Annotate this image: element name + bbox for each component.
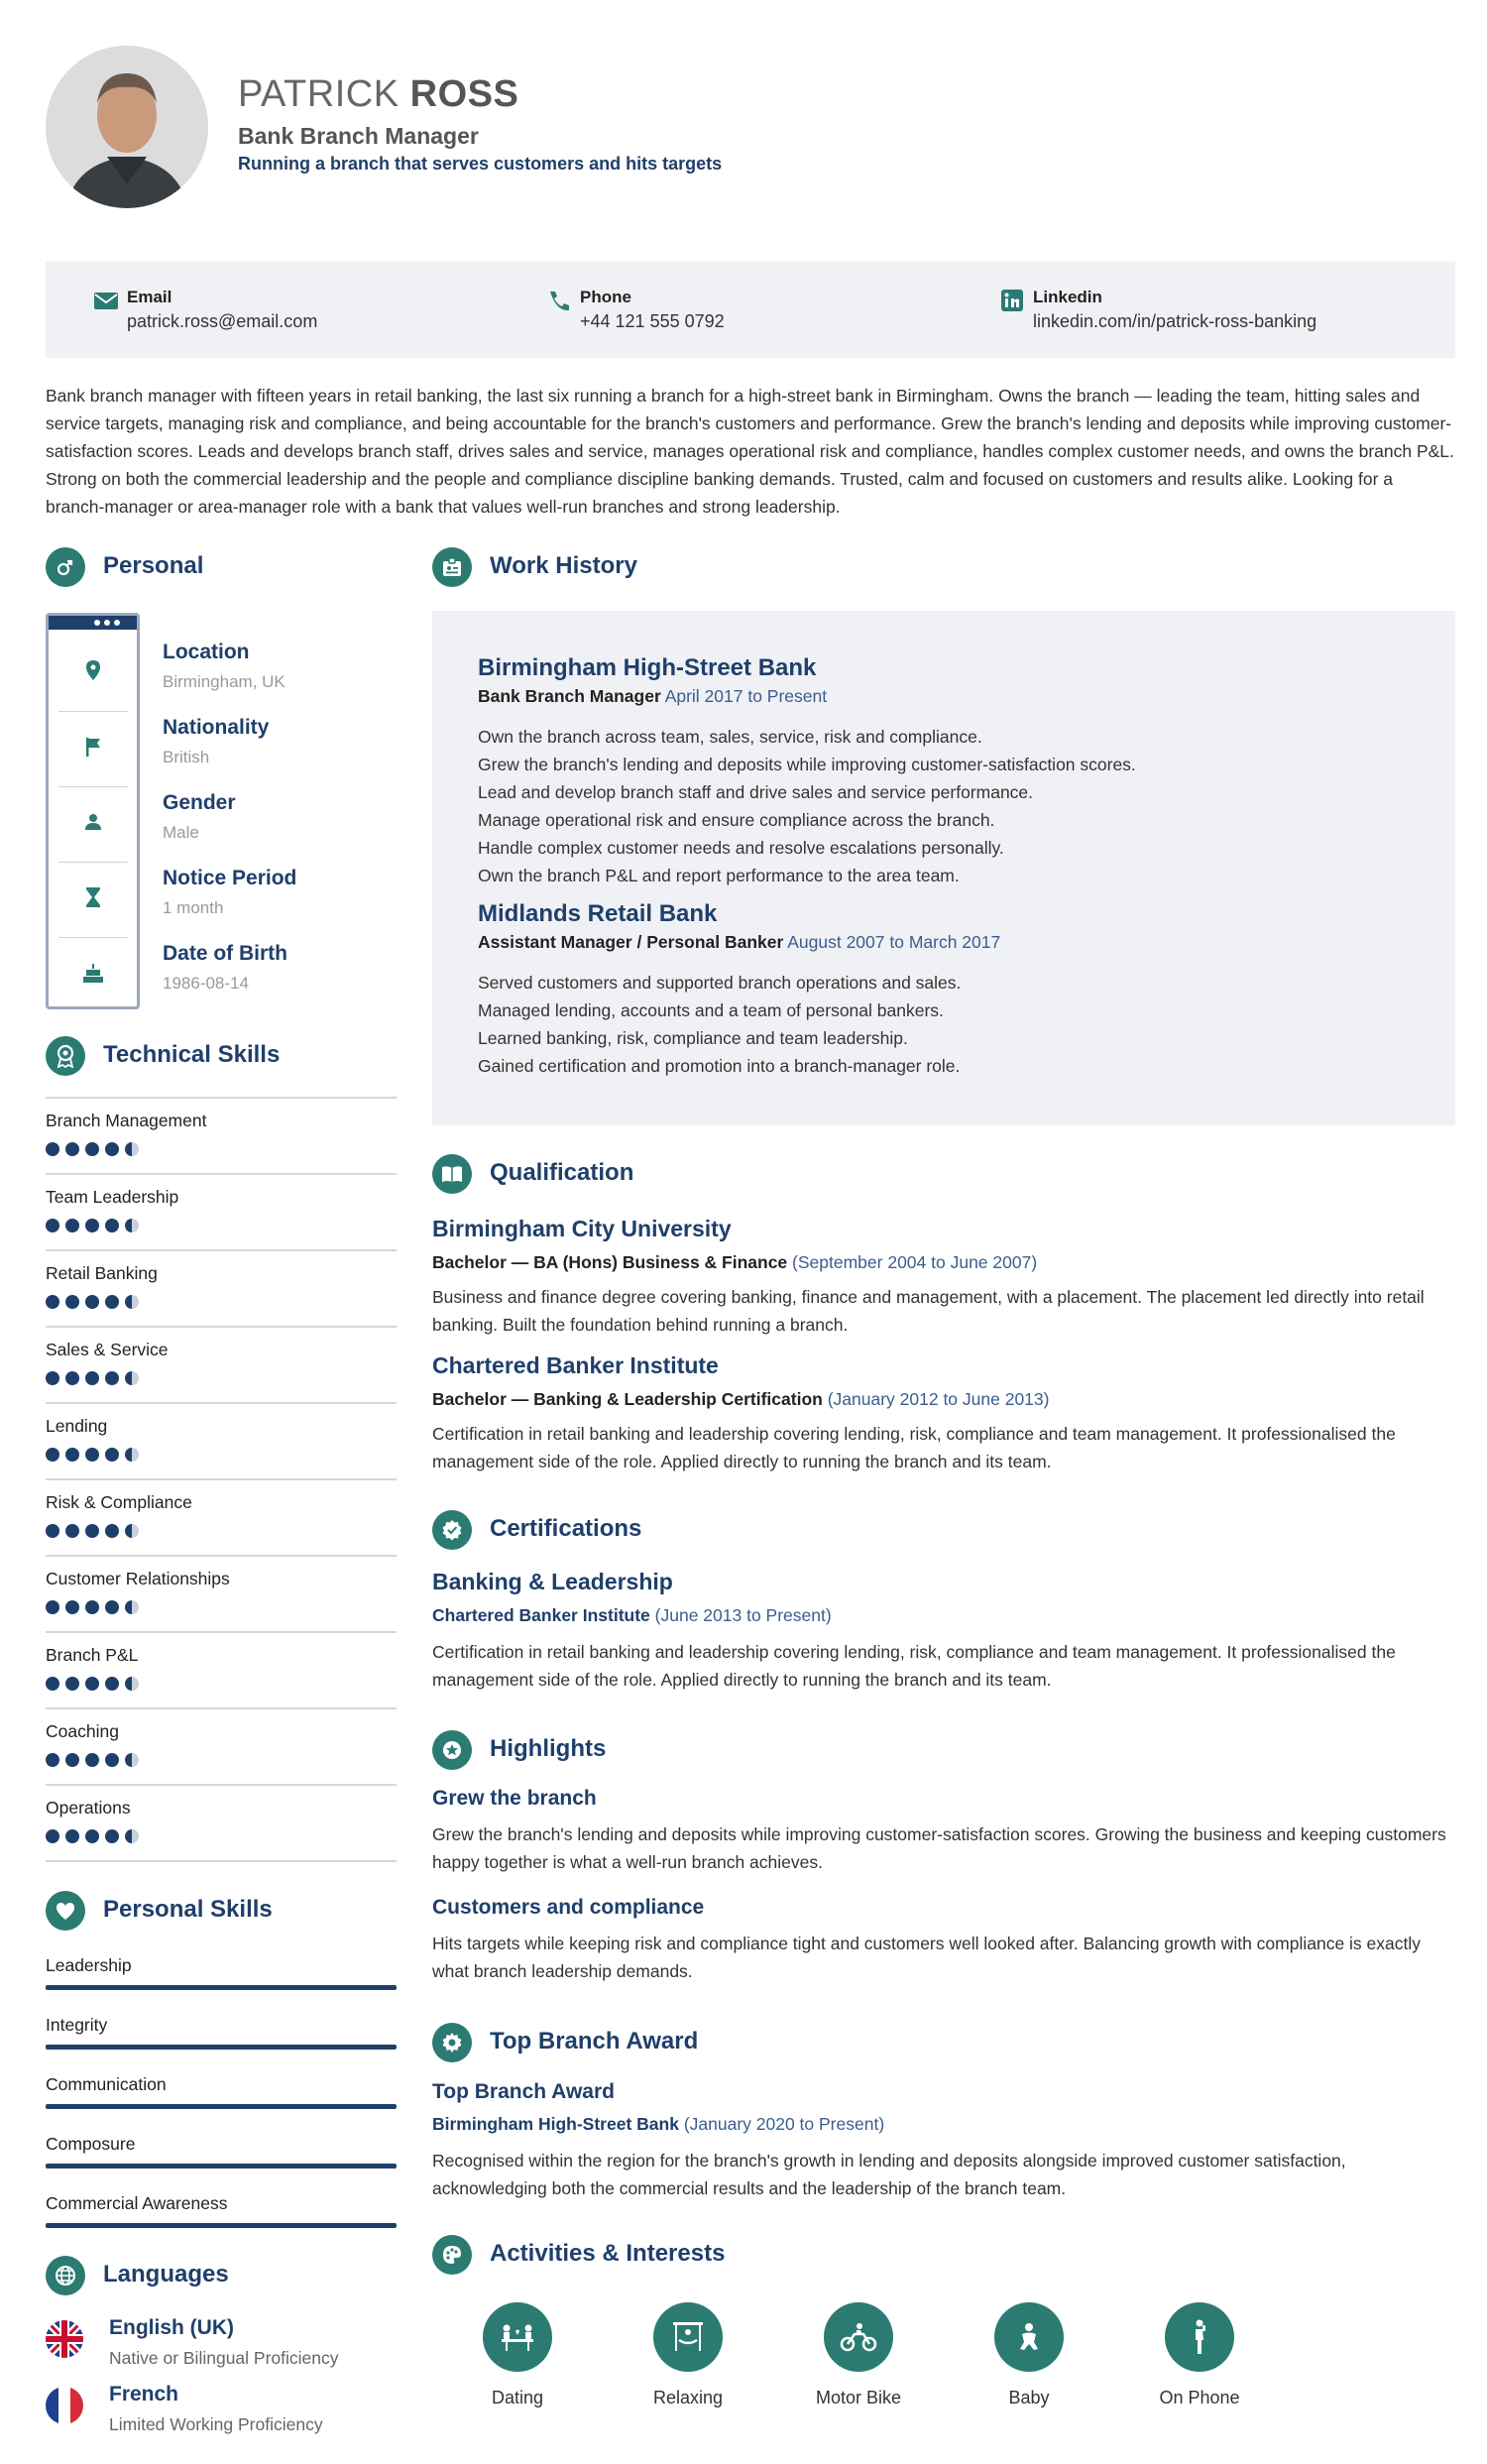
technical-skill: [46, 1555, 397, 1631]
baby-icon: [994, 2302, 1064, 2372]
skill-name: Customer Relationships: [46, 1569, 230, 1588]
interest-item: [799, 2302, 918, 2411]
award-dates: (January 2020 to Present): [683, 2114, 885, 2134]
contact-bar: [46, 262, 1455, 358]
section-title: Languages: [103, 2261, 229, 2288]
technical-skill: [46, 1326, 397, 1402]
certification-description: Certification in retail banking and leadership covering lending, risk, compliance and team management. It professionalised the management side of the role. Applied directly to running the branch and its team.: [432, 1642, 1396, 1690]
verified-badge-icon: [432, 1510, 472, 1550]
section-title: Activities & Interests: [490, 2240, 726, 2267]
cake-icon: [58, 937, 128, 1006]
interest-item: [970, 2302, 1088, 2411]
id-badge-icon: [432, 547, 472, 587]
company-name: Midlands Retail Bank: [478, 900, 718, 927]
candidate-name: PATRICK ROSS: [238, 73, 519, 115]
degree-dates: (January 2012 to June 2013): [827, 1389, 1050, 1409]
personal-skill: [46, 2134, 397, 2193]
linkedin-icon: [999, 290, 1025, 311]
highlight-description: Grew the branch's lending and deposits while improving customer-satisfaction scores. Growing the business and keeping customers happy together is what a well-run branch achieves.: [432, 1824, 1446, 1872]
skill-name: Team Leadership: [46, 1187, 179, 1207]
technical-skill: [46, 1478, 397, 1555]
list-item: Gained certification and promotion into a branch-manager role.: [478, 1056, 961, 1076]
heart-icon: [46, 1891, 85, 1931]
list-item: Managed lending, accounts and a team of personal bankers.: [478, 1000, 944, 1020]
list-item: Grew the branch's lending and deposits while improving customer-satisfaction scores.: [478, 755, 1136, 774]
globe-icon: [46, 2256, 85, 2295]
technical-skill: [46, 1631, 397, 1707]
role-line: [478, 932, 1430, 953]
institution-name: Chartered Banker Institute: [432, 1352, 719, 1378]
tagline: Running a branch that serves customers and hits targets: [238, 154, 723, 174]
profile-photo: [46, 46, 208, 208]
skill-rating: [46, 1371, 139, 1385]
personal-notice-value: 1 month: [163, 898, 224, 917]
france-flag-icon: [46, 2387, 83, 2424]
award-description: Recognised within the region for the branch's growth in lending and deposits alongside improved customer satisfaction, acknowledging both the commercial results and the leadership of the branch team.: [432, 2151, 1346, 2198]
company-name: Birmingham High-Street Bank: [478, 654, 817, 681]
hourglass-icon: [58, 862, 128, 931]
skill-rating: [46, 1829, 139, 1843]
skill-name: Commercial Awareness: [46, 2193, 228, 2213]
award-entry: [432, 2080, 1455, 2202]
skill-name: Composure: [46, 2134, 136, 2154]
list-item: Learned banking, risk, compliance and team leadership.: [478, 1028, 908, 1048]
qualification-entry: [432, 1216, 1455, 1339]
interest-item: [458, 2302, 577, 2411]
section-title: Qualification: [490, 1159, 634, 1186]
job-entry: [478, 900, 1430, 1080]
highlight-entry: [432, 1896, 1455, 1985]
personal-gender-value: Male: [163, 823, 199, 842]
personal-nationality-value: British: [163, 748, 210, 766]
resume-header: [46, 46, 1235, 208]
list-item: Lead and develop branch staff and drive sales and service performance.: [478, 782, 1034, 802]
gear-award-icon: [432, 2023, 472, 2062]
list-item: Own the branch P&L and report performance to the area team.: [478, 866, 960, 885]
role-line: [478, 686, 1430, 707]
personal-notice-label: Notice Period: [163, 867, 297, 889]
uk-flag-icon: [46, 2320, 83, 2358]
highlight-description: Hits targets while keeping risk and compliance tight and customers well looked after. Balancing growth with compliance is exactly what branch leadership demands.: [432, 1934, 1422, 1981]
skill-name: Risk & Compliance: [46, 1492, 192, 1512]
interest-label: Motor Bike: [815, 2388, 902, 2407]
highlight-title: Grew the branch: [432, 1787, 597, 1810]
degree-name: Bachelor — BA (Hons) Business & Finance: [432, 1252, 788, 1272]
skill-name: Operations: [46, 1798, 131, 1818]
star-medal-icon: [432, 1730, 472, 1770]
section-title: Top Branch Award: [490, 2028, 699, 2054]
map-pin-icon: [58, 636, 128, 705]
certification-line: [432, 1605, 1455, 1626]
personal-dob-label: Date of Birth: [163, 942, 287, 965]
skill-name: Integrity: [46, 2015, 108, 2035]
personal-gender-label: Gender: [163, 791, 236, 814]
skill-name: Coaching: [46, 1721, 119, 1741]
skill-name: Sales & Service: [46, 1340, 169, 1359]
skill-level-bar: [46, 1985, 397, 1990]
degree-description: Certification in retail banking and leadership covering lending, risk, compliance and team management. It professionalised the management side of the role. Applied directly to running the branch and its team.: [432, 1424, 1396, 1471]
list-item: Served customers and supported branch operations and sales.: [478, 973, 962, 993]
job-role: Assistant Manager / Personal Banker: [478, 932, 784, 952]
degree-line: [432, 1252, 1455, 1273]
motorbike-icon: [824, 2302, 893, 2372]
personal-details: [46, 613, 402, 1009]
dating-icon: [483, 2302, 552, 2372]
personal-skill: [46, 2074, 397, 2134]
skill-rating: [46, 1677, 139, 1691]
institution-name: Birmingham City University: [432, 1216, 732, 1241]
interest-item: [629, 2302, 747, 2411]
relaxing-icon: [653, 2302, 723, 2372]
qualification-entry: [432, 1352, 1455, 1475]
palette-icon: [432, 2235, 472, 2275]
personal-frame: [46, 613, 140, 1009]
job-dates: April 2017 to Present: [664, 686, 828, 706]
phone-label: Phone: [580, 288, 631, 306]
section-title: Technical Skills: [103, 1041, 281, 1068]
on-phone-icon: [1165, 2302, 1234, 2372]
interest-item: [1140, 2302, 1259, 2411]
interest-label: Dating: [491, 2388, 544, 2407]
job-title: Bank Branch Manager: [238, 123, 479, 149]
list-item: Own the branch across team, sales, service, risk and compliance.: [478, 727, 982, 747]
award-issuer: Birmingham High-Street Bank: [432, 2114, 679, 2134]
linkedin-value[interactable]: linkedin.com/in/patrick-ross-banking: [1033, 311, 1317, 331]
job-dates: August 2007 to March 2017: [787, 932, 1001, 952]
language-name: English (UK): [109, 2316, 234, 2339]
skill-level-bar: [46, 2045, 397, 2050]
skill-rating: [46, 1753, 139, 1767]
phone-value[interactable]: +44 121 555 0792: [580, 311, 725, 331]
personal-skill: [46, 1955, 397, 2015]
email-value[interactable]: patrick.ross@email.com: [127, 311, 318, 331]
interest-label: On Phone: [1159, 2388, 1240, 2407]
divider: [46, 1860, 397, 1862]
certification-issuer: Chartered Banker Institute: [432, 1605, 650, 1625]
personal-location-value: Birmingham, UK: [163, 672, 286, 691]
technical-skill: [46, 1402, 397, 1478]
highlight-entry: [432, 1787, 1455, 1876]
list-item: Handle complex customer needs and resolve escalations personally.: [478, 838, 1004, 858]
personal-dob-value: 1986-08-14: [163, 974, 249, 993]
interest-label: Baby: [1008, 2388, 1050, 2407]
language-level: Native or Bilingual Proficiency: [109, 2348, 339, 2368]
section-title: Work History: [490, 552, 637, 579]
award-line: [432, 2114, 1455, 2135]
degree-description: Business and finance degree covering banking, finance and management, with a placement. The placement led directly into retail banking. Built the foundation behind running a branch.: [432, 1287, 1425, 1335]
skill-rating: [46, 1142, 139, 1156]
email-label: Email: [127, 288, 172, 306]
skill-rating: [46, 1219, 139, 1232]
list-item: Manage operational risk and ensure compliance across the branch.: [478, 810, 995, 830]
language-item: [46, 2316, 402, 2376]
person-icon: [58, 786, 128, 856]
award-title: Top Branch Award: [432, 2080, 615, 2103]
section-title: Certifications: [490, 1515, 642, 1542]
section-title: Highlights: [490, 1735, 607, 1762]
skill-name: Communication: [46, 2074, 167, 2094]
language-item: [46, 2383, 402, 2442]
job-bullets: [478, 969, 1430, 1080]
skill-name: Retail Banking: [46, 1263, 158, 1283]
certification-dates: (June 2013 to Present): [654, 1605, 832, 1625]
skill-rating: [46, 1295, 139, 1309]
personal-nationality-label: Nationality: [163, 716, 270, 739]
language-name: French: [109, 2383, 179, 2405]
personal-skill: [46, 2015, 397, 2074]
phone-icon: [546, 290, 572, 311]
technical-skill: [46, 1097, 397, 1173]
skill-name: Branch Management: [46, 1111, 207, 1130]
skill-name: Lending: [46, 1416, 108, 1436]
degree-name: Bachelor — Banking & Leadership Certification: [432, 1389, 823, 1409]
skill-rating: [46, 1600, 139, 1614]
open-book-icon: [432, 1154, 472, 1194]
interest-label: Relaxing: [652, 2388, 724, 2407]
job-role: Bank Branch Manager: [478, 686, 661, 706]
skill-level-bar: [46, 2164, 397, 2169]
section-title: Personal Skills: [103, 1896, 273, 1923]
gender-symbol-icon: [46, 547, 85, 587]
personal-skill: [46, 2193, 397, 2253]
skill-name: Branch P&L: [46, 1645, 139, 1665]
skill-level-bar: [46, 2104, 397, 2109]
technical-skill: [46, 1784, 397, 1860]
technical-skill: [46, 1707, 397, 1784]
flag-icon: [58, 711, 128, 780]
degree-dates: (September 2004 to June 2007): [792, 1252, 1038, 1272]
language-level: Limited Working Proficiency: [109, 2414, 323, 2434]
skill-rating: [46, 1524, 139, 1538]
highlight-title: Customers and compliance: [432, 1896, 705, 1919]
skill-rating: [46, 1448, 139, 1462]
section-title: Personal: [103, 552, 204, 579]
linkedin-label: Linkedin: [1033, 288, 1102, 306]
award-ribbon-icon: [46, 1036, 85, 1076]
envelope-icon: [93, 290, 119, 311]
skill-name: Leadership: [46, 1955, 132, 1975]
profile-summary: Bank branch manager with fifteen years in retail banking, the last six running a branch for a high-street bank in Birmingham. Owns the branch — leading the team, hitting sales and service targets, managing risk and compliance, and being accountable for the branch's customers and performance. Grew the branch's lending and deposits while improving customer-satisfaction scores. Leads and develops branch staff, drives sales and service, manages operational risk and compliance, handles complex customer needs, and owns the branch P&L. Strong on both the commercial leadership and the people and compliance discipline banking demands. Trusted, calm and focused on customers and results alike. Looking for a branch-manager or area-manager role with a bank that values well-run branches and strong leadership.: [46, 386, 1454, 517]
work-history-panel: [432, 611, 1455, 1125]
job-entry: [478, 654, 1430, 889]
technical-skill: [46, 1173, 397, 1249]
skill-level-bar: [46, 2223, 397, 2228]
degree-line: [432, 1389, 1455, 1410]
job-bullets: [478, 723, 1430, 889]
certification-title: Banking & Leadership: [432, 1569, 673, 1594]
personal-location-label: Location: [163, 641, 250, 663]
certification-entry: [432, 1569, 1455, 1694]
technical-skill: [46, 1249, 397, 1326]
